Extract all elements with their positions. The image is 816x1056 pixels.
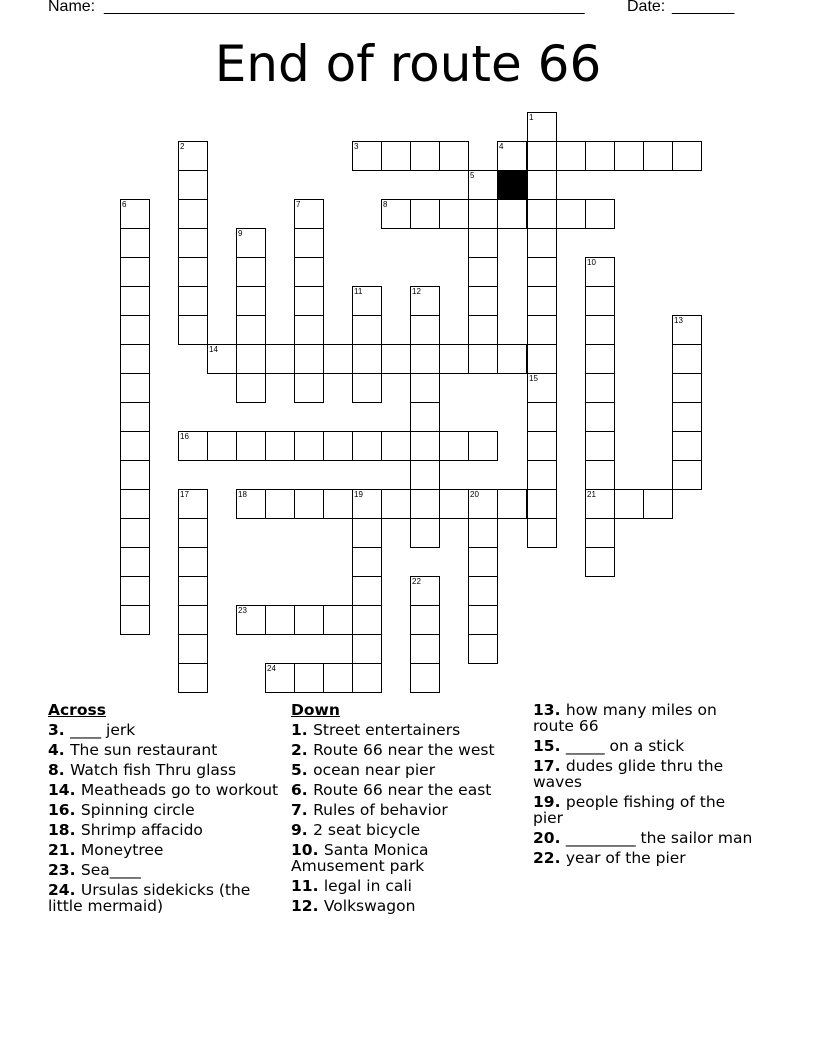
grid-cell[interactable] <box>527 460 557 490</box>
grid-cell[interactable] <box>120 431 150 461</box>
grid-cell[interactable] <box>120 257 150 287</box>
clue-number: 12 <box>412 287 421 296</box>
date-blank[interactable]: _______ <box>672 0 735 15</box>
clue-text: Route 66 near the west <box>313 741 495 759</box>
clue-number-label: 21 <box>48 841 70 859</box>
grid-cell[interactable] <box>120 518 150 548</box>
grid-cell[interactable] <box>120 489 150 519</box>
grid-cell[interactable] <box>178 576 208 606</box>
grid-cell[interactable] <box>527 402 557 432</box>
clue-number-label: 15 <box>533 737 555 755</box>
clue-number-label: 4 <box>48 741 59 759</box>
clue-text: 2 seat bicycle <box>313 821 421 839</box>
clue-number: 23 <box>238 606 247 615</box>
clue-text: ____ jerk <box>70 721 136 739</box>
grid-cell[interactable] <box>672 344 702 374</box>
clue-number: 8 <box>383 200 388 209</box>
grid-cell[interactable] <box>614 489 644 519</box>
grid-cell[interactable] <box>527 489 557 519</box>
clue-number: 18 <box>238 490 247 499</box>
clue-number: 11 <box>354 287 363 296</box>
grid-cell[interactable] <box>672 431 702 461</box>
clue-text: _____ on a stick <box>565 737 685 755</box>
clue-text: Watch fish Thru glass <box>70 761 237 779</box>
grid-cell[interactable] <box>120 402 150 432</box>
clue-number: 20 <box>470 490 479 499</box>
grid-cell[interactable] <box>410 663 440 693</box>
grid-cell[interactable] <box>236 286 266 316</box>
clue-number-label: 16 <box>48 801 70 819</box>
clue-number: 14 <box>209 345 218 354</box>
grid-cell[interactable] <box>672 402 702 432</box>
clue: 24. Ursulas sidekicks (the little mermaid) <box>48 881 251 915</box>
grid-cell[interactable] <box>236 344 266 374</box>
clue-number-label: 2 <box>291 741 302 759</box>
clue: 16. Spinning circle <box>48 801 195 819</box>
grid-cell[interactable] <box>527 228 557 258</box>
clue-text: Moneytree <box>80 841 164 859</box>
clue-number: 21 <box>587 490 596 499</box>
grid-cell[interactable] <box>585 460 615 490</box>
clue-number: 9 <box>238 229 243 238</box>
grid-cell[interactable] <box>439 199 469 229</box>
grid-cell[interactable] <box>120 228 150 258</box>
grid-cell[interactable] <box>236 431 266 461</box>
grid-cell[interactable] <box>410 315 440 345</box>
grid-cell[interactable] <box>527 141 557 171</box>
clue-text: Spinning circle <box>80 801 195 819</box>
grid-cell[interactable] <box>352 547 382 577</box>
grid-cell[interactable] <box>410 634 440 664</box>
grid-cell[interactable] <box>236 315 266 345</box>
clue-number-label: 19 <box>533 793 555 811</box>
clue-text: Volkswagon <box>323 897 416 915</box>
name-label: Name: <box>48 0 96 15</box>
clue-number-label: 11 <box>291 877 313 895</box>
grid-cell[interactable] <box>468 576 498 606</box>
clue-text: people fishing of the pier <box>533 793 726 827</box>
grid-cell[interactable] <box>236 373 266 403</box>
grid-cell[interactable] <box>352 315 382 345</box>
grid-cell[interactable] <box>178 547 208 577</box>
clue: 10. Santa Monica Amusement park <box>291 841 429 875</box>
grid-cell[interactable] <box>294 286 324 316</box>
grid-cell[interactable] <box>468 634 498 664</box>
grid-cell[interactable] <box>265 489 295 519</box>
across-heading: Across <box>48 701 106 719</box>
grid-cell[interactable] <box>468 228 498 258</box>
clue: 18. Shrimp affacido <box>48 821 203 839</box>
clue: 20. _________ the sailor man <box>533 829 753 847</box>
clue-number-label: 22 <box>533 849 555 867</box>
grid-cell[interactable] <box>585 141 615 171</box>
grid-cell[interactable] <box>294 605 324 635</box>
grid-cell[interactable] <box>178 605 208 635</box>
grid-cell[interactable] <box>410 431 440 461</box>
grid-cell[interactable] <box>120 547 150 577</box>
clue-number: 16 <box>180 432 189 441</box>
clue-number-label: 10 <box>291 841 313 859</box>
clue: 9. 2 seat bicycle <box>291 821 421 839</box>
grid-cell[interactable] <box>265 605 295 635</box>
clue-text: The sun restaurant <box>70 741 218 759</box>
clue: 22. year of the pier <box>533 849 686 867</box>
grid-cell[interactable] <box>294 373 324 403</box>
clue-text: _________ the sailor man <box>565 829 753 847</box>
name-blank[interactable]: ______________________________________________________ <box>104 0 585 15</box>
grid-cell[interactable] <box>381 141 411 171</box>
grid-cell[interactable] <box>323 431 353 461</box>
grid-cell[interactable] <box>381 344 411 374</box>
clue: 7. Rules of behavior <box>291 801 448 819</box>
grid-cell[interactable] <box>585 315 615 345</box>
clue: 11. legal in cali <box>291 877 412 895</box>
grid-cell[interactable] <box>585 286 615 316</box>
date-label: Date: <box>627 0 666 15</box>
clue-number-label: 12 <box>291 897 313 915</box>
clue-number: 15 <box>529 374 538 383</box>
grid-cell[interactable] <box>323 663 353 693</box>
clue-text: Santa Monica Amusement park <box>291 841 429 875</box>
grid-cell[interactable] <box>410 402 440 432</box>
clue: 13. how many miles on route 66 <box>533 701 717 735</box>
clue-number-label: 24 <box>48 881 70 899</box>
grid-cell[interactable] <box>556 141 586 171</box>
clue-number: 19 <box>354 490 363 499</box>
clue: 5. ocean near pier <box>291 761 436 779</box>
clue: 21. Moneytree <box>48 841 164 859</box>
grid-cell[interactable] <box>439 431 469 461</box>
grid-cell[interactable] <box>585 199 615 229</box>
grid-cell[interactable] <box>352 605 382 635</box>
clue-number: 4 <box>499 142 504 151</box>
grid-cell[interactable] <box>527 315 557 345</box>
clue-number-label: 13 <box>533 701 555 719</box>
clue-text: Sea____ <box>80 861 141 879</box>
clue-number-label: 5 <box>291 761 302 779</box>
clue: 3. ____ jerk <box>48 721 136 739</box>
grid-cell[interactable] <box>120 286 150 316</box>
grid-cell[interactable] <box>178 663 208 693</box>
grid-cell[interactable] <box>468 547 498 577</box>
grid-cell[interactable] <box>236 257 266 287</box>
page-title: End of route 66 <box>214 35 602 93</box>
grid-cell[interactable] <box>352 431 382 461</box>
clue-text: Ursulas sidekicks (the little mermaid) <box>48 881 251 915</box>
grid-cell[interactable] <box>178 170 208 200</box>
grid-cell[interactable] <box>527 257 557 287</box>
clue-number: 3 <box>354 142 359 151</box>
grid-cell[interactable] <box>672 460 702 490</box>
grid-cell[interactable] <box>410 199 440 229</box>
grid-cell[interactable] <box>381 431 411 461</box>
grid-cell[interactable] <box>556 199 586 229</box>
clue-number-label: 18 <box>48 821 70 839</box>
grid-cell[interactable] <box>468 431 498 461</box>
down-clues-continued <box>533 702 758 870</box>
clue: 17. dudes glide thru the waves <box>533 757 724 791</box>
grid-cell[interactable] <box>352 373 382 403</box>
grid-cell[interactable] <box>527 431 557 461</box>
grid-cell[interactable] <box>527 518 557 548</box>
grid-cell[interactable] <box>120 344 150 374</box>
grid-cell[interactable] <box>352 663 382 693</box>
clue-number: 1 <box>529 113 534 122</box>
grid-cell[interactable] <box>352 634 382 664</box>
grid-cell[interactable] <box>294 489 324 519</box>
grid-cell[interactable] <box>585 344 615 374</box>
clue: 12. Volkswagon <box>291 897 416 915</box>
grid-cell[interactable] <box>527 286 557 316</box>
clue-text: Meatheads go to workout <box>80 781 279 799</box>
grid-cell[interactable] <box>294 315 324 345</box>
grid-cell[interactable] <box>410 518 440 548</box>
clue: 14. Meatheads go to workout <box>48 781 279 799</box>
grid-cell[interactable] <box>265 431 295 461</box>
clue-number-label: 3 <box>48 721 59 739</box>
grid-cell[interactable] <box>381 489 411 519</box>
grid-cell[interactable] <box>410 344 440 374</box>
clue: 2. Route 66 near the west <box>291 741 495 759</box>
grid-cell[interactable] <box>120 605 150 635</box>
clue-text: Street entertainers <box>313 721 461 739</box>
grid-cell[interactable] <box>178 228 208 258</box>
clue-number-label: 7 <box>291 801 302 819</box>
clue-text: dudes glide thru the waves <box>533 757 724 791</box>
clue-text: legal in cali <box>323 877 412 895</box>
grid-cell[interactable] <box>439 344 469 374</box>
clue-number-label: 23 <box>48 861 70 879</box>
grid-cell[interactable] <box>410 141 440 171</box>
grid-cell[interactable] <box>527 170 557 200</box>
grid-cell[interactable] <box>120 460 150 490</box>
clue-text: Route 66 near the east <box>313 781 492 799</box>
clue-text: Shrimp affacido <box>80 821 203 839</box>
grid-cell[interactable] <box>410 460 440 490</box>
grid-cell[interactable] <box>410 489 440 519</box>
down-heading: Down <box>291 701 340 719</box>
grid-cell[interactable] <box>410 373 440 403</box>
grid-cell[interactable] <box>178 286 208 316</box>
clue-number: 10 <box>587 258 596 267</box>
clue: 6. Route 66 near the east <box>291 781 492 799</box>
clue-text: year of the pier <box>565 849 686 867</box>
grid-cell[interactable] <box>352 518 382 548</box>
grid-cell[interactable] <box>352 344 382 374</box>
grid-cell[interactable] <box>468 257 498 287</box>
clue-number: 2 <box>180 142 185 151</box>
grid-cell[interactable] <box>352 576 382 606</box>
grid-cell[interactable] <box>178 199 208 229</box>
clue-number: 13 <box>674 316 683 325</box>
grid-cell[interactable] <box>323 344 353 374</box>
clue-number-label: 14 <box>48 781 70 799</box>
clue: 19. people fishing of the pier <box>533 793 726 827</box>
grid-cell[interactable] <box>439 141 469 171</box>
clue-number-label: 20 <box>533 829 555 847</box>
grid-cell[interactable] <box>207 431 237 461</box>
clue-text: how many miles on route 66 <box>533 701 717 735</box>
grid-cell[interactable] <box>178 257 208 287</box>
grid-cell[interactable] <box>294 431 324 461</box>
grid-cell[interactable] <box>643 489 673 519</box>
clue-number-label: 8 <box>48 761 59 779</box>
grid-cell[interactable] <box>294 344 324 374</box>
grid-cell[interactable] <box>585 373 615 403</box>
grid-cell[interactable] <box>323 605 353 635</box>
clue-number-label: 17 <box>533 757 555 775</box>
grid-cell[interactable] <box>585 518 615 548</box>
grid-cell[interactable] <box>585 547 615 577</box>
grid-cell[interactable] <box>614 141 644 171</box>
grid-cell[interactable] <box>527 199 557 229</box>
grid-cell[interactable] <box>120 315 150 345</box>
clue-text: Rules of behavior <box>313 801 448 819</box>
clue-number: 5 <box>470 171 475 180</box>
clue-number: 17 <box>180 490 189 499</box>
grid-cell[interactable] <box>178 315 208 345</box>
grid-cell[interactable] <box>468 344 498 374</box>
clue-number-label: 6 <box>291 781 302 799</box>
clue: 23. Sea____ <box>48 861 141 879</box>
grid-cell[interactable] <box>410 605 440 635</box>
grid-cell[interactable] <box>178 518 208 548</box>
grid-cell[interactable] <box>585 402 615 432</box>
grid-cell[interactable] <box>468 199 498 229</box>
grid-cell[interactable] <box>439 489 469 519</box>
grid-cell[interactable] <box>120 373 150 403</box>
grid-cell[interactable] <box>120 576 150 606</box>
clue-number: 6 <box>122 200 127 209</box>
clue: 1. Street entertainers <box>291 721 461 739</box>
grid-cell[interactable] <box>294 663 324 693</box>
grid-cell[interactable] <box>527 344 557 374</box>
clue-number-label: 1 <box>291 721 302 739</box>
grid-cell[interactable] <box>497 344 527 374</box>
clue-number: 24 <box>267 664 276 673</box>
clue: 8. Watch fish Thru glass <box>48 761 237 779</box>
down-clues <box>291 700 526 918</box>
grid-cell[interactable] <box>468 518 498 548</box>
grid-cell[interactable] <box>672 141 702 171</box>
grid-cell[interactable] <box>178 634 208 664</box>
grid-cell[interactable] <box>294 228 324 258</box>
grid-cell[interactable] <box>585 431 615 461</box>
grid-cell[interactable] <box>294 257 324 287</box>
clue-number: 7 <box>296 200 301 209</box>
grid-cell[interactable] <box>468 286 498 316</box>
clue: 4. The sun restaurant <box>48 741 218 759</box>
black-cell <box>497 170 527 200</box>
clue-number: 22 <box>412 577 421 586</box>
grid-cell[interactable] <box>497 199 527 229</box>
grid-cell[interactable] <box>643 141 673 171</box>
clue-number-label: 9 <box>291 821 302 839</box>
across-clues <box>48 700 283 918</box>
clue: 15. _____ on a stick <box>533 737 685 755</box>
grid-cell[interactable] <box>323 489 353 519</box>
grid-cell[interactable] <box>265 344 295 374</box>
grid-cell[interactable] <box>497 489 527 519</box>
grid-cell[interactable] <box>672 373 702 403</box>
grid-cell[interactable] <box>468 605 498 635</box>
grid-cell[interactable] <box>468 315 498 345</box>
clue-text: ocean near pier <box>313 761 436 779</box>
